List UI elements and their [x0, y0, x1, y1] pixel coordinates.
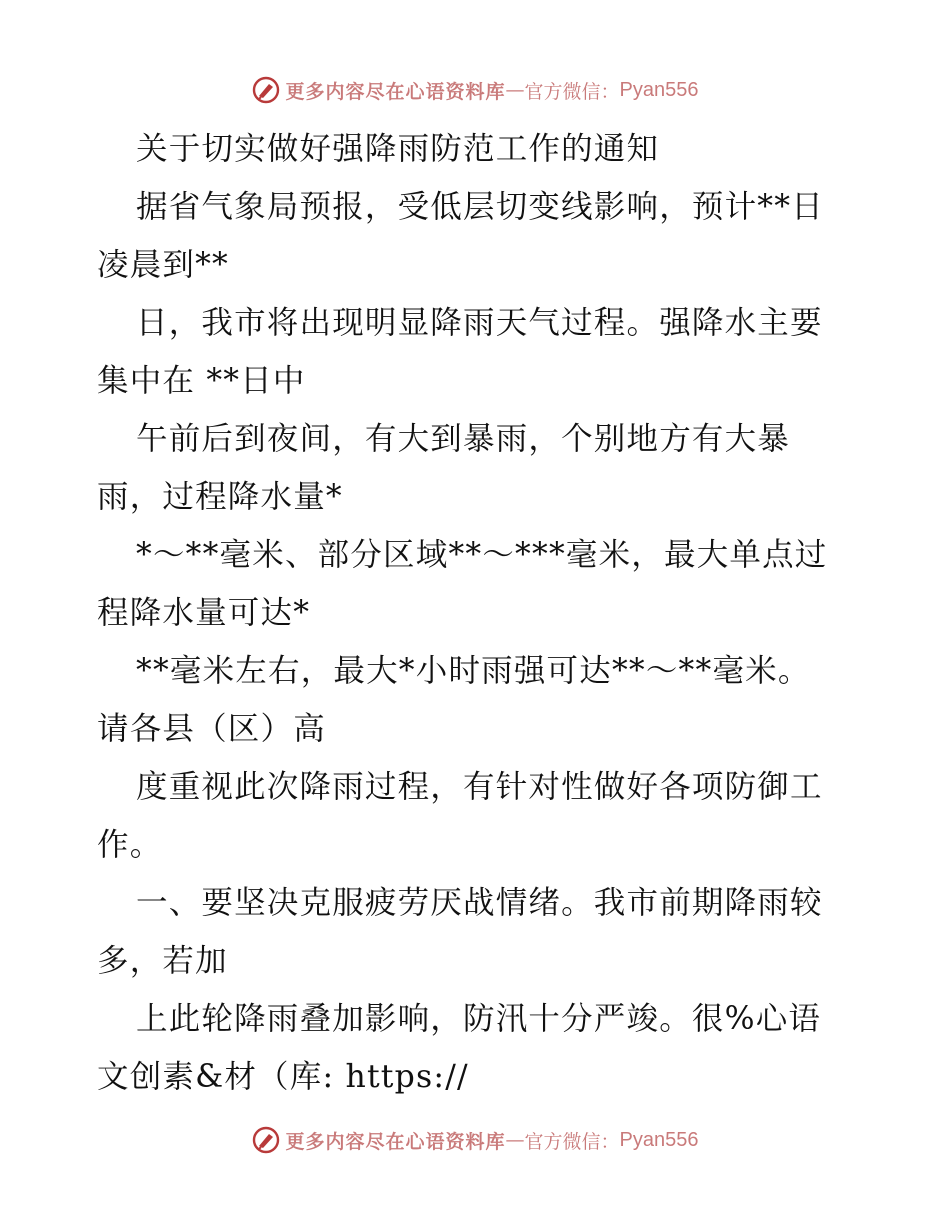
- quill-logo-icon: [252, 76, 280, 104]
- watermark-dash: —: [505, 1129, 525, 1151]
- document-line: 作。: [97, 827, 163, 863]
- document-line: **毫米左右，最大*小时雨强可达**～**毫米。: [136, 653, 811, 689]
- watermark-sub: 官方微信：: [524, 1130, 620, 1153]
- watermark-header: [0, 70, 950, 110]
- document-line: 雨，过程降水量*: [97, 479, 343, 515]
- watermark-dash: —: [505, 79, 525, 101]
- watermark-id: Pyan556: [619, 1128, 699, 1151]
- document-line: 凌晨到**: [97, 247, 230, 283]
- document-line: 多，若加: [97, 943, 228, 979]
- document-line: 集中在 **日中: [97, 363, 306, 399]
- document-line: 午前后到夜间，有大到暴雨，个别地方有大暴: [136, 421, 791, 457]
- watermark-text: 更多内容尽在心语资料库: [285, 80, 506, 103]
- document-body: [97, 120, 857, 1106]
- watermark-sub: 官方微信：: [524, 80, 620, 103]
- watermark-text: 更多内容尽在心语资料库: [285, 1130, 506, 1153]
- document-line: 度重视此次降雨过程，有针对性做好各项防御工: [136, 769, 823, 805]
- document-line: *～**毫米、部分区域**～***毫米，最大单点过: [136, 537, 828, 573]
- document-line: 上此轮降雨叠加影响，防汛十分严竣。很%心语: [136, 1001, 822, 1037]
- document-line: 日，我市将出现明显降雨天气过程。强降水主要: [136, 305, 823, 341]
- document-line: 据省气象局预报，受低层切变线影响，预计**日: [136, 189, 824, 225]
- watermark-footer: [0, 1120, 950, 1160]
- watermark-id: Pyan556: [619, 78, 699, 101]
- document-line: 一、要坚决克服疲劳厌战情绪。我市前期降雨较: [136, 885, 823, 921]
- document-line: 程降水量可达*: [97, 595, 311, 631]
- document-line: 请各县（区）高: [97, 711, 326, 747]
- document-line: 文创素&材（库: https://: [97, 1059, 469, 1095]
- quill-logo-icon: [252, 1126, 280, 1154]
- document-line: 关于切实做好强降雨防范工作的通知: [136, 131, 660, 167]
